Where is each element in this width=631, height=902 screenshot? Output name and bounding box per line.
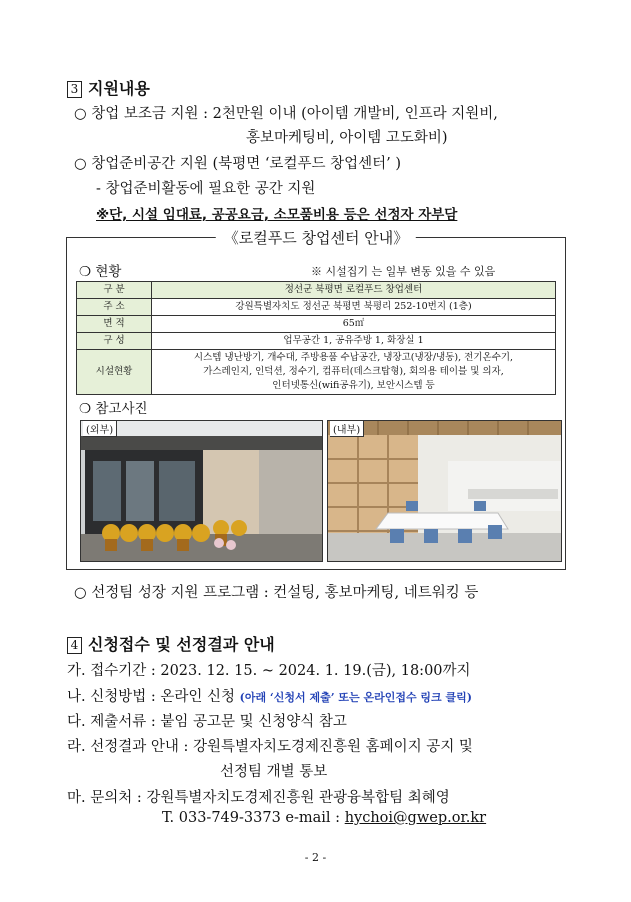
- table-row: [77, 333, 556, 350]
- status-heading: ❍ 현황: [79, 264, 122, 280]
- table-row: [77, 282, 556, 299]
- result-notice-line1: 라. 선정결과 안내 : 강원특별자치도경제진흥원 홈페이지 공지 및: [67, 739, 473, 755]
- section4-title-text: 신청접수 및 선정결과 안내: [88, 635, 275, 654]
- table-value: 정선군 북평면 로컬푸드 창업센터: [152, 282, 556, 299]
- facility-line: 가스레인지, 인덕션, 정수기, 컴퓨터(데스크탑형), 회의용 테이블 및 의자,: [203, 366, 504, 377]
- facility-line: 인터넷통신(wifi공유기), 보안시스템 등: [272, 380, 435, 391]
- table-row: [77, 316, 556, 333]
- table-row: [77, 299, 556, 316]
- interior-photo-label: (내부): [330, 421, 364, 437]
- self-pay-note: ※단, 시설 임대료, 공공요금, 소모품비용 등은 선정자 자부담: [96, 207, 458, 223]
- support-grant-line1: ○ 창업 보조금 지원 : 2천만원 이내 (아이템 개발비, 인프라 지원비,: [74, 106, 498, 122]
- application-method-text: 나. 신청방법 : 온라인 신청: [67, 689, 236, 705]
- table-value: 65㎡: [152, 316, 556, 333]
- required-documents: 다. 제출서류 : 붙임 공고문 및 신청양식 참고: [67, 714, 347, 730]
- facility-table: [76, 281, 556, 395]
- facility-line: 시스템 냉난방기, 개수대, 주방용품 수납공간, 냉장고(냉장/냉동), 전기온수기,: [193, 352, 514, 363]
- table-row: [77, 350, 556, 395]
- center-info-box: [66, 229, 566, 570]
- contact-phone: T. 033-749-3373 e-mail :: [162, 810, 345, 826]
- table-key: 시설현황: [77, 350, 152, 395]
- support-grant-line2: 홍보마케팅비, 아이템 고도화비): [246, 130, 448, 146]
- space-support-line: ○ 창업준비공간 지원 (북평면 ‘로컬푸드 창업센터’ ): [74, 156, 401, 172]
- exterior-photo-frame: [80, 420, 323, 562]
- result-notice-line2: 선정팀 개별 통보: [220, 764, 328, 780]
- table-value: 강원특별자치도 정선군 북평면 북평리 252-10번지 (1층): [152, 299, 556, 316]
- interior-photo-frame: [327, 420, 562, 562]
- table-key: 면 적: [77, 316, 152, 333]
- center-info-title: 《로컬푸드 창업센터 안내》: [216, 227, 416, 248]
- application-period: 가. 접수기간 : 2023. 12. 15. ~ 2024. 1. 19.(금), 18:00까지: [67, 663, 471, 679]
- application-method-note: (아래 ‘신청서 제출’ 또는 온라인접수 링크 클릭): [239, 691, 472, 704]
- table-value: [152, 350, 556, 395]
- interior-photo-image: [328, 421, 561, 561]
- section4-title: [67, 632, 275, 655]
- section3-title: [67, 76, 150, 99]
- exterior-photo-image: [81, 421, 322, 561]
- section3-number: 3: [67, 81, 82, 98]
- space-support-sub: - 창업준비활동에 필요한 공간 지원: [96, 181, 316, 197]
- growth-program-line: ○ 선정팀 성장 지원 프로그램 : 컨설팅, 홍보마케팅, 네트워킹 등: [74, 585, 479, 601]
- contact-phone-email: [162, 810, 486, 826]
- section3-title-text: 지원내용: [88, 79, 150, 98]
- application-method: [67, 685, 472, 706]
- contact-email-link[interactable]: hychoi@gwep.or.kr: [344, 810, 487, 826]
- table-value: 업무공간 1, 공유주방 1, 화장실 1: [152, 333, 556, 350]
- table-key: 구 성: [77, 333, 152, 350]
- contact-line: 마. 문의처 : 강원특별자치도경제진흥원 관광융복합팀 최혜영: [67, 790, 450, 806]
- page-number: - 2 -: [304, 851, 327, 864]
- section4-number: 4: [67, 637, 82, 654]
- photos-heading: ❍ 참고사진: [79, 401, 148, 417]
- status-note: ※ 시설집기 는 일부 변동 있을 수 있음: [311, 265, 496, 278]
- table-key: 구 분: [77, 282, 152, 299]
- table-key: 주 소: [77, 299, 152, 316]
- exterior-photo-label: (외부): [83, 421, 117, 437]
